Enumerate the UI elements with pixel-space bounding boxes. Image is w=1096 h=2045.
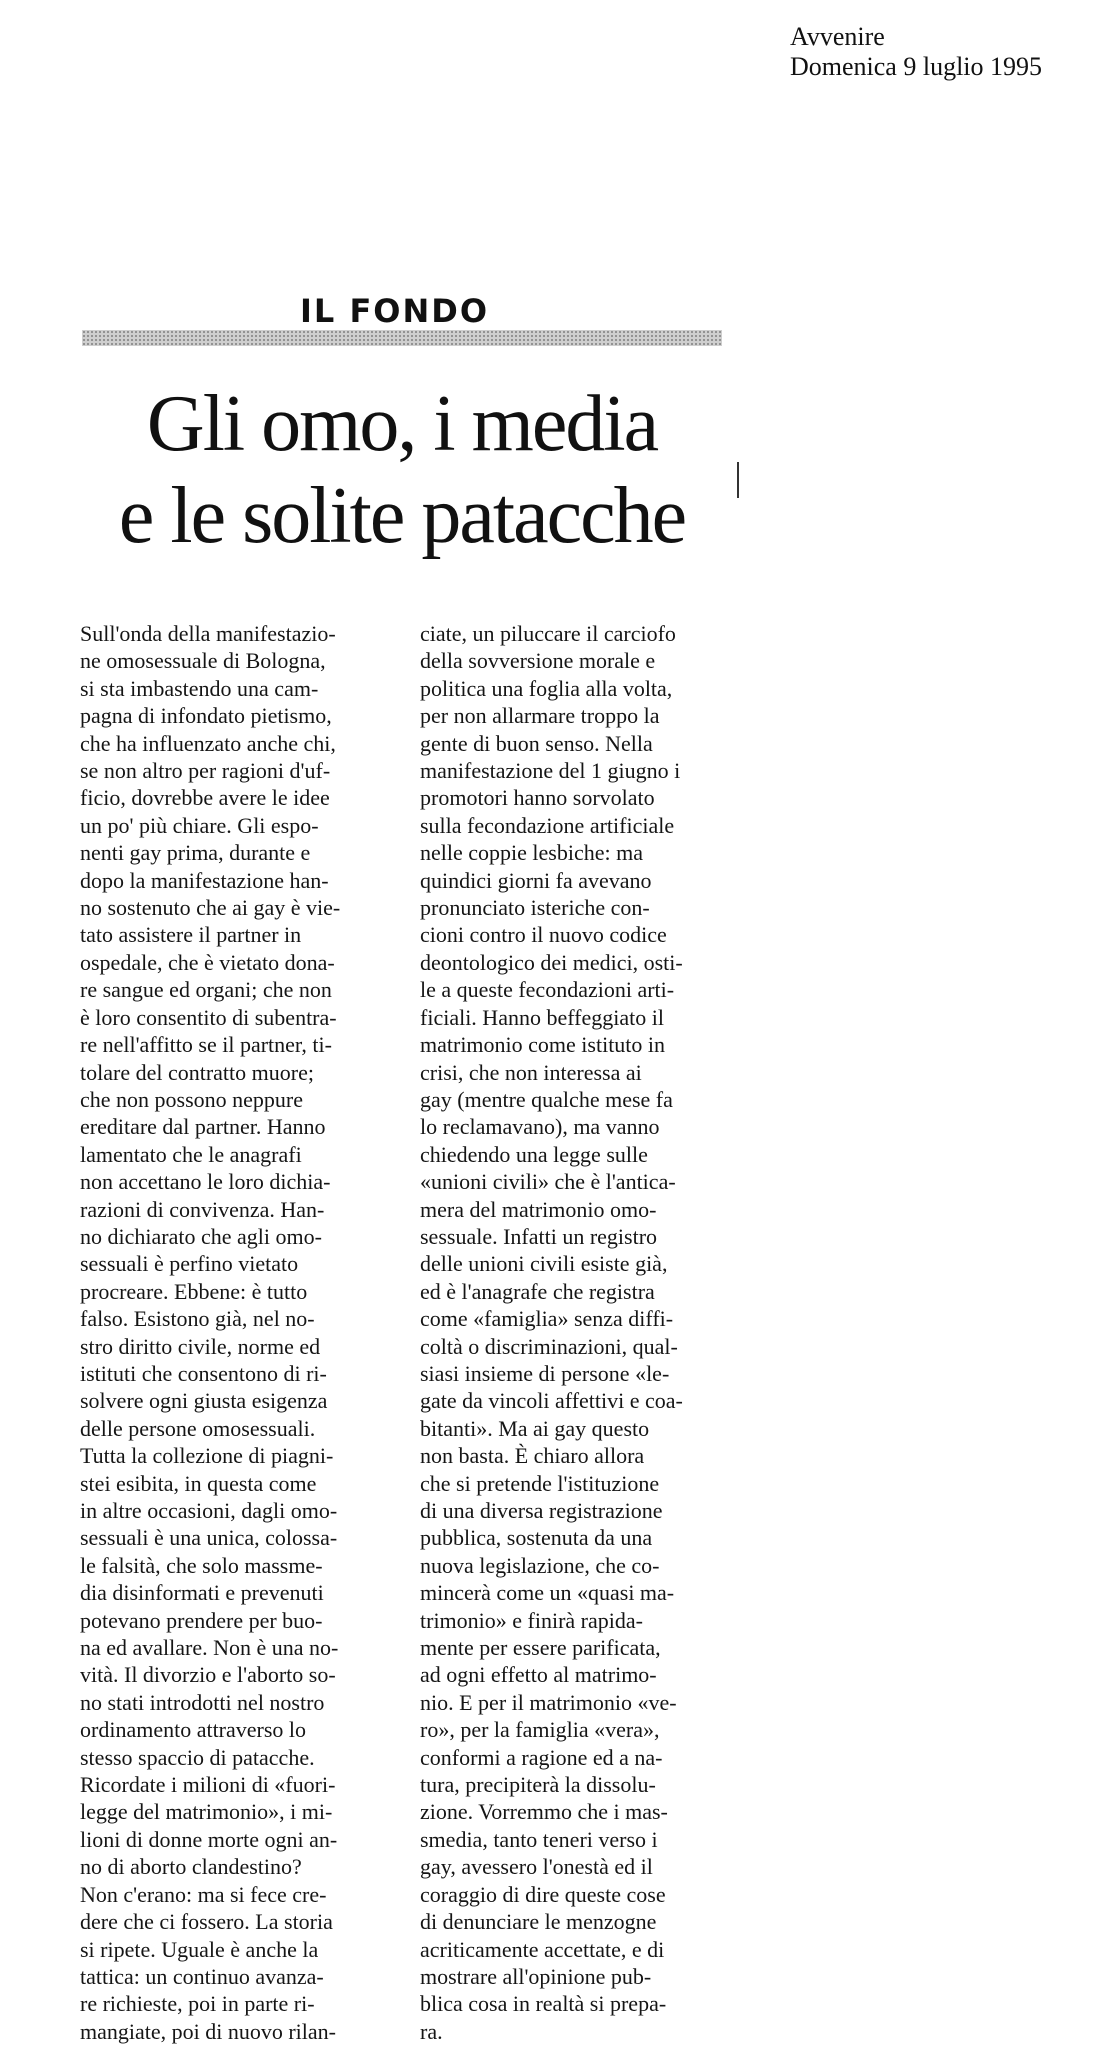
- text-line: di denunciare le menzogne: [420, 1909, 657, 1935]
- text-line: un po' più chiare. Gli espo-: [80, 812, 319, 838]
- text-line: smedia, tanto teneri verso i: [420, 1826, 658, 1852]
- text-line: sessuali è una unica, colossa-: [80, 1525, 338, 1551]
- text-line: zione. Vorremmo che i mas-: [420, 1799, 668, 1825]
- text-line: ficiali. Hanno beffeggiato il: [420, 1004, 664, 1030]
- text-line: cioni contro il nuovo codice: [420, 922, 667, 948]
- text-line: istituti che consentono di ri-: [80, 1360, 327, 1386]
- text-line: mincerà come un «quasi ma-: [420, 1580, 675, 1606]
- text-line: blica cosa in realtà si prepa-: [420, 1991, 667, 2017]
- text-line: ereditare dal partner. Hanno: [80, 1114, 326, 1140]
- text-line: le a queste fecondazioni arti-: [420, 977, 675, 1003]
- text-line: per non allarmare troppo la: [420, 703, 660, 729]
- text-line: re richieste, poi in parte ri-: [80, 1991, 315, 2017]
- text-line: sulla fecondazione artificiale: [420, 812, 675, 838]
- text-line: ne omosessuale di Bologna,: [80, 648, 326, 674]
- text-line: pronunciato isteriche con-: [420, 895, 650, 921]
- text-line: Non c'erano: ma si fece cre-: [80, 1881, 327, 1907]
- text-line: della sovversione morale e: [420, 648, 656, 674]
- text-line: sessuale. Infatti un registro: [420, 1223, 658, 1249]
- text-line: pubblica, sostenuta da una: [420, 1525, 653, 1551]
- text-line: ciate, un piluccare il carciofo: [420, 621, 676, 646]
- text-line: ro», per la famiglia «vera»,: [420, 1717, 660, 1743]
- text-line: in altre occasioni, dagli omo-: [80, 1498, 338, 1523]
- text-line: stei esibita, in questa come: [80, 1470, 317, 1496]
- text-line: siasi insieme di persone «le-: [420, 1360, 670, 1386]
- text-line: politica una foglia alla volta,: [420, 675, 673, 701]
- text-line: si ripete. Uguale è anche la: [80, 1936, 319, 1962]
- text-line: nenti gay prima, durante e: [80, 840, 311, 866]
- masthead: [790, 22, 1042, 82]
- text-line: tattica: un continuo avanza-: [80, 1963, 324, 1989]
- margin-mark: [737, 462, 739, 498]
- text-line: procreare. Ebbene: è tutto: [80, 1278, 308, 1304]
- text-line: potevano prendere per buo-: [80, 1607, 323, 1633]
- text-line: Tutta la collezione di piagni-: [80, 1443, 334, 1469]
- text-line: manifestazione del 1 giugno i: [420, 758, 681, 784]
- text-line: che ha influenzato anche chi,: [80, 730, 336, 756]
- text-line: stesso spaccio di patacche.: [80, 1744, 315, 1770]
- text-line: ficio, dovrebbe avere le idee: [80, 785, 330, 811]
- text-line: gay (mentre qualche mese fa: [420, 1086, 673, 1112]
- text-line: legge del matrimonio», i mi-: [80, 1799, 333, 1825]
- text-line: dia disinformati e prevenuti: [80, 1580, 324, 1606]
- text-line: ad ogni effetto al matrimo-: [420, 1662, 657, 1688]
- newspaper-name: Avvenire: [790, 22, 885, 51]
- text-line: ordinamento attraverso lo: [80, 1717, 307, 1743]
- text-line: che non possono neppure: [80, 1086, 304, 1112]
- text-line: lioni di donne morte ogni an-: [80, 1826, 338, 1852]
- text-line: matrimonio come istituto in: [420, 1032, 666, 1058]
- text-line: na ed avallare. Non è una no-: [80, 1635, 339, 1661]
- text-line: lamentato che le anagrafi: [80, 1141, 302, 1167]
- text-line: solvere ogni giusta esigenza: [80, 1388, 328, 1414]
- text-line: se non altro per ragioni d'uf-: [80, 758, 331, 784]
- text-line: re sangue ed organi; che non: [80, 977, 332, 1003]
- text-line: le falsità, che solo massme-: [80, 1552, 323, 1578]
- text-line: che si pretende l'istituzione: [420, 1470, 660, 1496]
- text-line: gay, avessero l'onestà ed il: [420, 1854, 653, 1880]
- text-line: conformi a ragione ed a na-: [420, 1744, 663, 1770]
- text-line: quindici giorni fa avevano: [420, 867, 652, 893]
- section-label: IL FONDO: [300, 292, 490, 330]
- text-line: chiedendo una legge sulle: [420, 1141, 648, 1167]
- text-line: gente di buon senso. Nella: [420, 730, 653, 756]
- text-line: ed è l'anagrafe che registra: [420, 1278, 655, 1304]
- text-line: mera del matrimonio omo-: [420, 1196, 657, 1222]
- text-line: come «famiglia» senza diffi-: [420, 1306, 674, 1332]
- section-rule: [82, 330, 722, 346]
- text-line: Sull'onda della manifestazio-: [80, 621, 336, 646]
- text-line: «unioni civili» che è l'antica-: [420, 1169, 676, 1195]
- text-line: vità. Il divorzio e l'aborto so-: [80, 1662, 336, 1688]
- text-line: ospedale, che è vietato dona-: [80, 949, 335, 975]
- text-line: di una diversa registrazione: [420, 1498, 663, 1523]
- text-line: razioni di convivenza. Han-: [80, 1196, 325, 1222]
- text-line: no di aborto clandestino?: [80, 1854, 302, 1880]
- text-line: bitanti». Ma ai gay questo: [420, 1415, 650, 1441]
- text-line: no dichiarato che agli omo-: [80, 1223, 322, 1249]
- headline-line: Gli omo, i media: [146, 380, 658, 468]
- text-line: stro diritto civile, norme ed: [80, 1333, 321, 1359]
- text-line: re nell'affitto se il partner, ti-: [80, 1032, 332, 1058]
- text-line: lo reclamavano), ma vanno: [420, 1114, 660, 1140]
- text-line: falso. Esistono già, nel no-: [80, 1306, 315, 1332]
- article-headline: [82, 378, 722, 562]
- text-line: dopo la manifestazione han-: [80, 867, 329, 893]
- text-line: promotori hanno sorvolato: [420, 785, 655, 811]
- text-line: mangiate, poi di nuovo rilan-: [80, 2018, 336, 2044]
- text-line: gate da vincoli affettivi e coa-: [420, 1388, 683, 1414]
- article-column-left: [80, 620, 380, 2045]
- text-line: tura, precipiterà la dissolu-: [420, 1772, 656, 1798]
- text-line: è loro consentito di subentra-: [80, 1004, 337, 1030]
- text-line: non accettano le loro dichia-: [80, 1169, 331, 1195]
- headline-line: e le solite patacche: [118, 472, 686, 560]
- text-line: nuova legislazione, che co-: [420, 1552, 660, 1578]
- text-line: tato assistere il partner in: [80, 922, 302, 948]
- text-line: non basta. È chiaro allora: [420, 1443, 645, 1469]
- text-line: tolare del contratto muore;: [80, 1059, 314, 1085]
- text-line: sessuali è perfino vietato: [80, 1251, 299, 1277]
- text-line: crisi, che non interessa ai: [420, 1059, 642, 1085]
- text-line: deontologico dei medici, osti-: [420, 949, 683, 975]
- text-line: delle persone omosessuali.: [80, 1415, 316, 1441]
- article-column-right: [420, 620, 720, 2045]
- text-line: pagna di infondato pietismo,: [80, 703, 332, 729]
- text-line: trimonio» e finirà rapida-: [420, 1607, 643, 1633]
- text-line: mente per essere parificata,: [420, 1635, 661, 1661]
- text-line: coraggio di dire queste cose: [420, 1881, 666, 1907]
- text-line: nio. E per il matrimonio «ve-: [420, 1689, 677, 1715]
- text-line: ra.: [420, 2018, 443, 2044]
- text-line: no stati introdotti nel nostro: [80, 1689, 325, 1715]
- text-line: mostrare all'opinione pub-: [420, 1963, 652, 1989]
- text-line: coltà o discriminazioni, qual-: [420, 1333, 678, 1359]
- text-line: Ricordate i milioni di «fuori-: [80, 1772, 336, 1798]
- text-line: no sostenuto che ai gay è vie-: [80, 895, 341, 921]
- text-line: acriticamente accettate, e di: [420, 1936, 665, 1962]
- text-line: delle unioni civili esiste già,: [420, 1251, 668, 1277]
- text-line: nelle coppie lesbiche: ma: [420, 840, 643, 866]
- text-line: si sta imbastendo una cam-: [80, 675, 319, 701]
- publication-date: Domenica 9 luglio 1995: [790, 52, 1043, 81]
- text-line: dere che ci fossero. La storia: [80, 1909, 333, 1935]
